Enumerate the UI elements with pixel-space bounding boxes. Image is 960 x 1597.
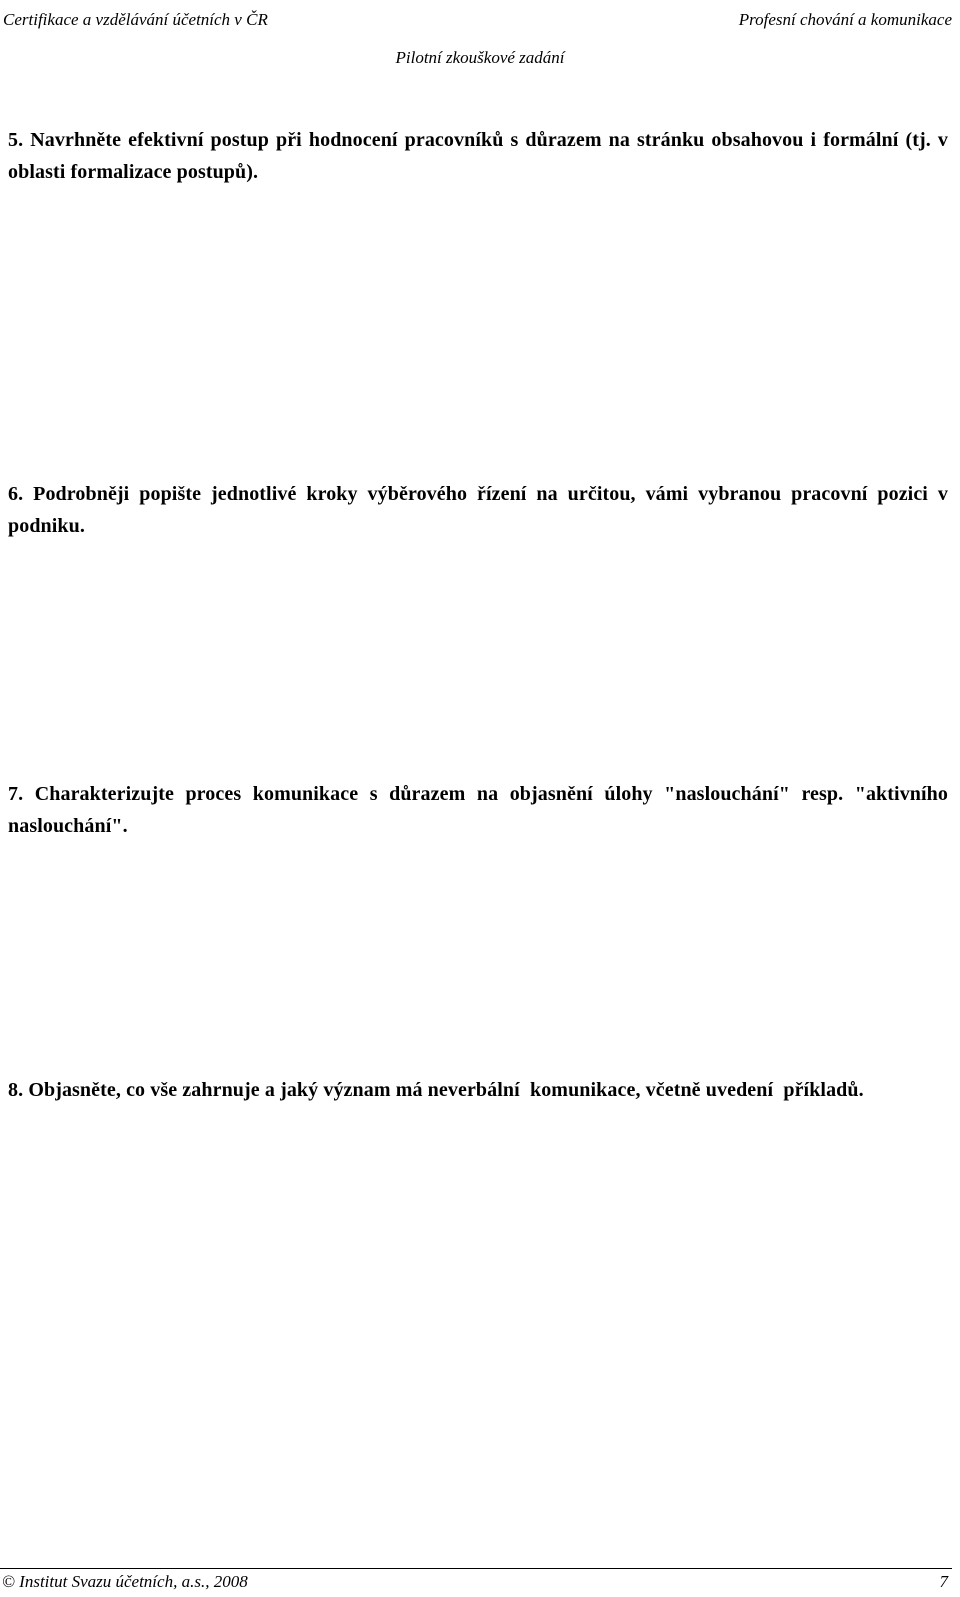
question-number: 6. (8, 483, 24, 505)
header-module-title: Profesní chování a komunikace (738, 10, 952, 29)
question-8 (8, 1074, 948, 1106)
footer-page-number: 7 (939, 1572, 948, 1591)
question-text: Objasněte, co vše zahrnuje a jaký význam má neverbální komunikace, včetně uvedení příkladů. (28, 1079, 864, 1101)
question-text: Podrobněji popište jednotlivé kroky výběrového řízení na určitou, vámi vybranou pracovní pozici v podniku. (8, 483, 948, 537)
footer-copyright: © Institut Svazu účetních, a.s., 2008 (2, 1572, 248, 1591)
question-6 (8, 478, 948, 542)
footer-divider (0, 1568, 952, 1569)
question-5 (8, 124, 948, 188)
question-text: Charakterizujte proces komunikace s důrazem na objasnění úlohy "naslouchání" resp. "aktivního naslouchání". (8, 783, 948, 837)
question-number: 5. (8, 129, 24, 151)
question-text: Navrhněte efektivní postup při hodnocení pracovníků s důrazem na stránku obsahovou i formální (tj. v oblasti formalizace postupů). (8, 129, 948, 183)
header-course-title: Certifikace a vzdělávání účetních v ČR (3, 10, 268, 29)
header-exam-title: Pilotní zkouškové zadání (395, 48, 565, 67)
question-number: 8. (8, 1079, 24, 1101)
question-7 (8, 778, 948, 842)
question-number: 7. (8, 783, 24, 805)
